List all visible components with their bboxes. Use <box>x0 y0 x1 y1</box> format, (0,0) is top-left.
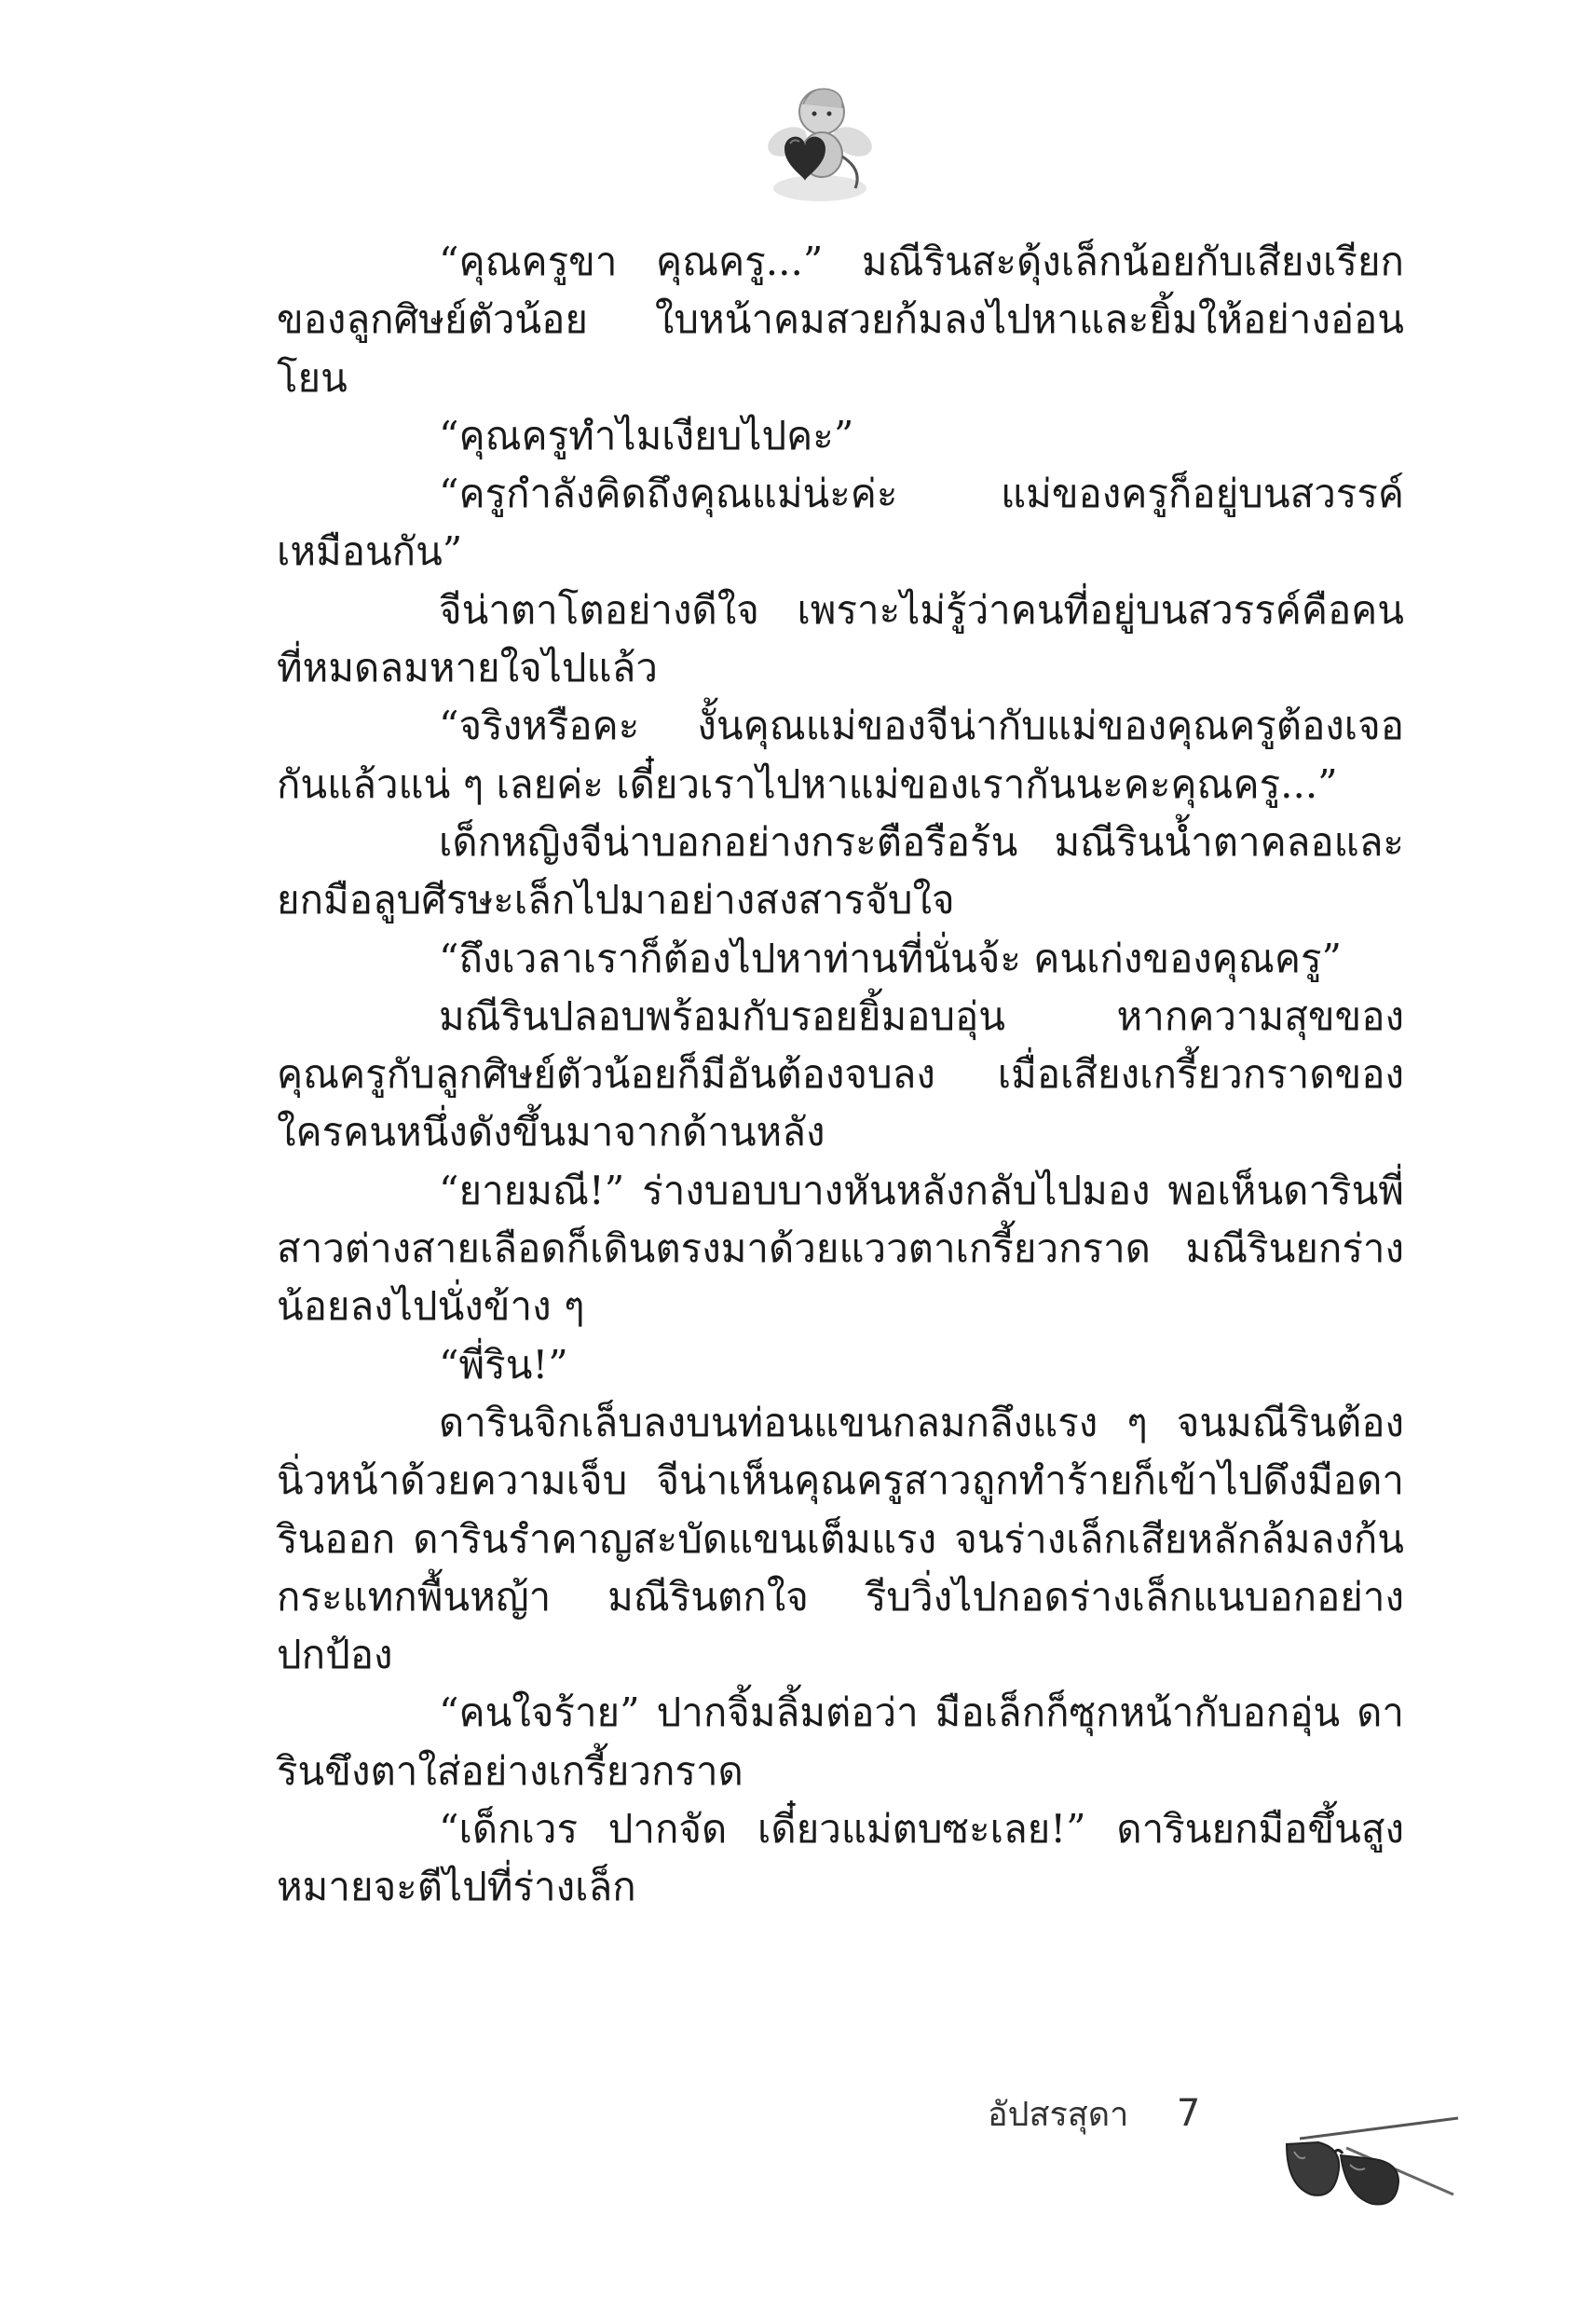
page-number: 7 <box>1176 2092 1201 2135</box>
story-text <box>277 233 1404 1917</box>
paragraph: ดารินจิกเล็บลงบนท่อนแขนกลมกลึงแรง ๆ จนมณีรินต้องนิ่วหน้าด้วยความเจ็บ จีน่าเห็นคุณครูสาวถูกทำร้ายก็เข้าไปดึงมือดารินออก ดารินรำคาญสะบัดแขนเต็มแรง จนร่างเล็กเสียหลักล้มลงก้นกระแทกพื้นหญ้า มณีรินตกใจ รีบวิ่งไปกอดร่างเล็กแนบอกอย่างปกป้อง <box>277 1399 1404 1678</box>
paragraph: “ยายมณี!” ร่างบอบบางหันหลังกลับไปมอง พอเห็นดารินพี่สาวต่างสายเลือดก็เดินตรงมาด้วยแววตาเกรี้ยวกราด มณีรินยกร่างน้อยลงไปนั่งข้าง ๆ <box>277 1167 1404 1330</box>
paragraph: “จริงหรือคะ งั้นคุณแม่ของจีน่ากับแม่ของคุณครูต้องเจอกันแล้วแน่ ๆ เลยค่ะ เดี๋ยวเราไปหาแม่ของเรากันนะคะคุณครู...” <box>277 703 1404 807</box>
paragraph: “คุณครูทำไมเงียบไปคะ” <box>439 412 854 458</box>
paragraph: เด็กหญิงจีน่าบอกอย่างกระตือรือร้น มณีรินน้ำตาคลอและยกมือลูบศีรษะเล็กไปมาอย่างสงสารจับใจ <box>277 818 1404 923</box>
paragraph: มณีรินปลอบพร้อมกับรอยยิ้มอบอุ่น หากความสุขของคุณครูกับลูกศิษย์ตัวน้อยก็มีอันต้องจบลง เมื่อเสียงเกรี้ยวกราดของใครคนหนึ่งดังขึ้นมาจากด้านหลัง <box>277 992 1404 1156</box>
book-title: อัปสรสุดา <box>988 2096 1129 2134</box>
paragraph: “คนใจร้าย” ปากจิ้มลิ้มต่อว่า มือเล็กก็ซุกหน้ากับอกอุ่น ดารินขึงตาใส่อย่างเกรี้ยวกราด <box>277 1689 1404 1794</box>
page-footer <box>988 2087 1200 2140</box>
paragraph: “เด็กเวร ปากจัด เดี๋ยวแม่ตบซะเลย!” ดารินยกมือขึ้นสูงหมายจะตีไปที่ร่างเล็ก <box>277 1806 1404 1910</box>
cupid-angel-heart-icon <box>764 76 876 207</box>
paragraph: “ครูกำลังคิดถึงคุณแม่น่ะค่ะ แม่ของครูก็อยู่บนสวรรค์เหมือนกัน” <box>277 471 1404 575</box>
paragraph: จีน่าตาโตอย่างดีใจ เพราะไม่รู้ว่าคนที่อยู่บนสวรรค์คือคนที่หมดลมหายใจไปแล้ว <box>277 586 1404 691</box>
paragraph: “คุณครูขา คุณครู...” มณีรินสะดุ้งเล็กน้อยกับเสียงเรียกของลูกศิษย์ตัวน้อย ใบหน้าคมสวยก้มลงไปหาและยิ้มให้อย่างอ่อนโยน <box>277 239 1404 401</box>
paragraph: “ถึงเวลาเราก็ต้องไปหาท่านที่นั่นจ้ะ คนเก่งของคุณครู” <box>439 935 1342 981</box>
paragraph: “พี่ริน!” <box>439 1341 568 1388</box>
sunglasses-icon <box>1281 2111 1467 2218</box>
